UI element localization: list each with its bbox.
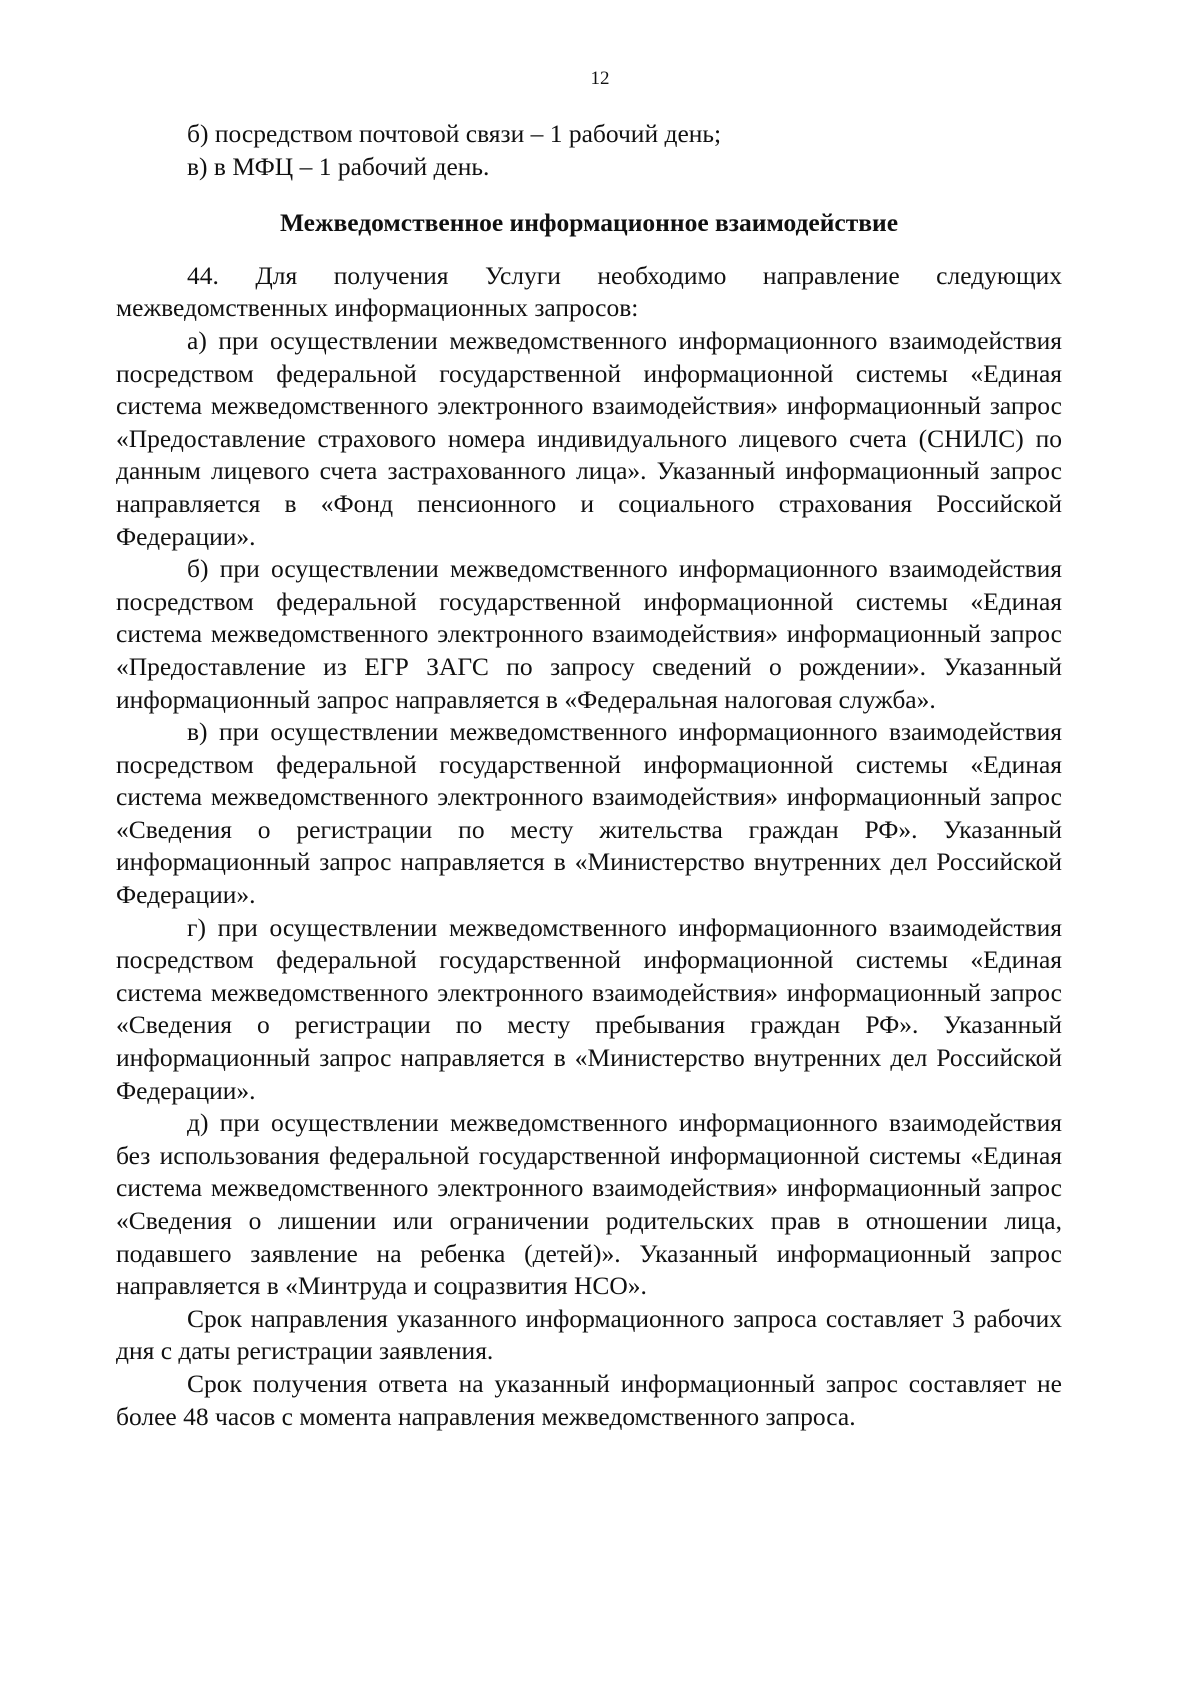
paragraph-d: д) при осуществлении межведомственного информационного взаимодействия без использования федеральной государственной информационной системы «Единая система межведомственного электронного взаимодействия» информационный запрос «Сведения о лишении или ограничении родительских прав в отношении лица, подавшего заявление на ребенка (детей)». Указанный информационный запрос направляется в «Минтруда и соцразвития НСО». (116, 1108, 1062, 1301)
paragraph-v: в) при осуществлении межведомственного информационного взаимодействия посредством федеральной государственной информационной системы «Единая система межведомственного электронного взаимодействия» информационный запрос «Сведения о регистрации по месту жительства граждан РФ». Указанный информационный запрос направляется в «Министерство внутренних дел Российской Федерации». (116, 717, 1062, 910)
section-heading: Межведомственное информационное взаимодействие (279, 208, 899, 238)
paragraph-g: г) при осуществлении межведомственного информационного взаимодействия посредством федеральной государственной информационной системы «Единая система межведомственного электронного взаимодействия» информационный запрос «Сведения о регистрации по месту пребывания граждан РФ». Указанный информационный запрос направляется в «Министерство внутренних дел Российской Федерации». (116, 912, 1062, 1105)
document-body (116, 118, 1062, 1433)
list-item-mfc: в) в МФЦ – 1 рабочий день. (187, 151, 490, 181)
page-number: 12 (590, 68, 610, 89)
paragraph-a: а) при осуществлении межведомственного информационного взаимодействия посредством федеральной государственной информационной системы «Единая система межведомственного электронного взаимодействия» информационный запрос «Предоставление страхового номера индивидуального лицевого счета (СНИЛС) по данным лицевого счета застрахованного лица». Указанный информационный запрос направляется в «Фонд пенсионного и социального страхования Российской Федерации». (116, 325, 1062, 551)
paragraph-b: б) при осуществлении межведомственного информационного взаимодействия посредством федеральной государственной информационной системы «Единая система межведомственного электронного взаимодействия» информационный запрос «Предоставление из ЕГР ЗАГС по запросу сведений о рождении». Указанный информационный запрос направляется в «Федеральная налоговая служба». (116, 554, 1062, 714)
paragraph-44: 44. Для получения Услуги необходимо направление следующих межведомственных информационных запросов: (116, 260, 1062, 323)
paragraph-deadline-reply: Срок получения ответа на указанный информационный запрос составляет не более 48 часов с момента направления межведомственного запроса. (116, 1368, 1062, 1431)
paragraph-deadline-send: Срок направления указанного информационного запроса составляет 3 рабочих дня с даты регистрации заявления. (116, 1303, 1062, 1366)
list-item-postal: б) посредством почтовой связи – 1 рабочий день; (187, 119, 722, 148)
